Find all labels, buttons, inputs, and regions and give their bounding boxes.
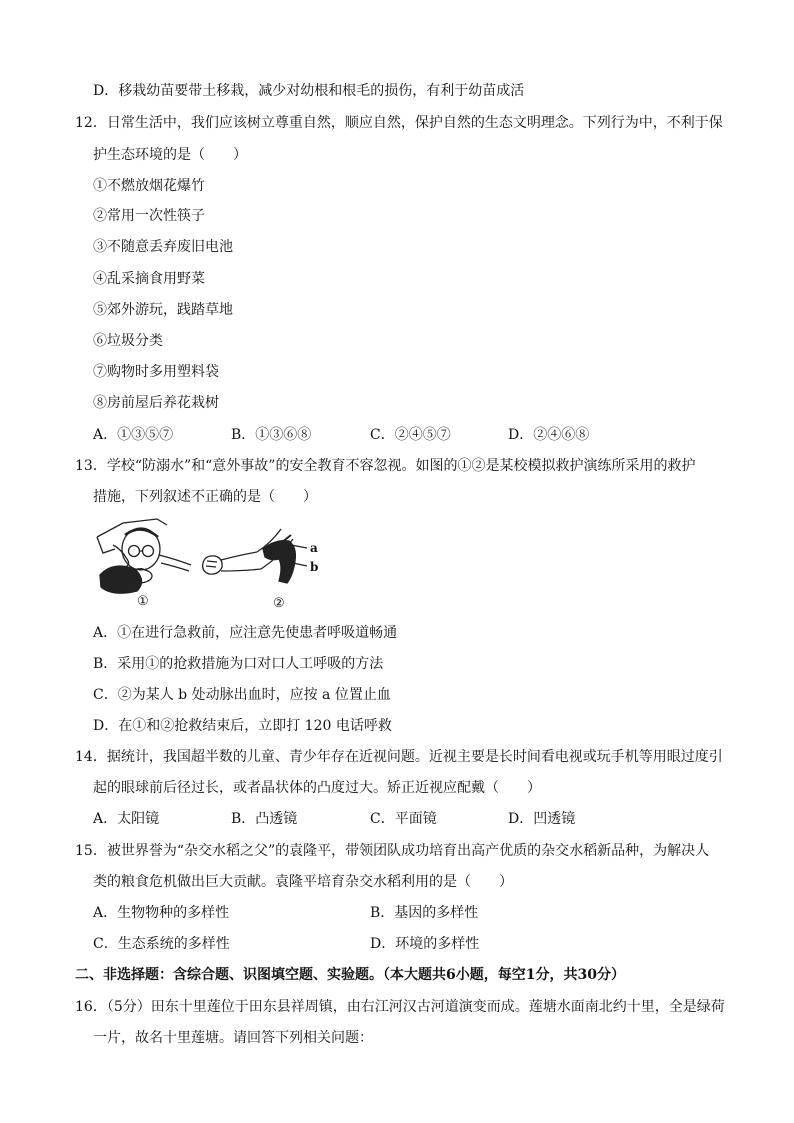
q12-item-4: ④乱采摘食用野菜	[93, 271, 205, 287]
q13-option-b: B．采用①的抢救措施为口对口人工呼吸的方法	[93, 656, 384, 672]
q14-option-d: D．凹透镜	[508, 811, 576, 827]
figure2-rescuer-hand	[263, 541, 295, 583]
q14-option-a: A．太阳镜	[93, 811, 160, 827]
q15-option-b: B．基因的多样性	[370, 905, 479, 921]
q12-option-d: D．②④⑥⑧	[508, 427, 590, 443]
q13-option-c: C．②为某人 b 处动脉出血时，应按 a 位置止血	[93, 687, 391, 703]
q15-option-c: C．生态系统的多样性	[93, 936, 230, 952]
figure2-pointer-b	[293, 563, 307, 566]
q15-stem-line1: 15．被世界誉为“杂交水稻之父”的袁隆平，带领团队成功培育出高产优质的杂交水稻新品种，为解决人	[75, 843, 710, 859]
figure2-mark-b: b	[310, 560, 319, 574]
q13-figure	[95, 515, 325, 612]
q12-item-7: ⑦购物时多用塑料袋	[93, 364, 219, 380]
q16-stem-line1: 16．（5分）田东十里莲位于田东县祥周镇，由右江河汉古河道演变而成。莲塘水面南北约十里，全是绿荷	[75, 999, 725, 1015]
figure1-rescuer-hand	[113, 545, 129, 567]
q13-stem-line1: 13．学校“防溺水”和“意外事故”的安全教育不容忽视。如图的①②是某校模拟救护演练所采用的救护	[75, 458, 696, 474]
q13-option-d: D．在①和②抢救结束后，立即打 120 电话呼救	[93, 718, 392, 734]
q13-stem-line2: 措施，下列叙述不正确的是（ ）	[93, 489, 317, 505]
figure1-rescue-breathing	[97, 519, 191, 593]
figure1-rescuer-shirt	[97, 537, 115, 553]
q15-option-a: A．生物物种的多样性	[93, 905, 230, 921]
q12-item-3: ③不随意丢弃废旧电池	[93, 239, 233, 255]
q12-option-b: B．①③⑥⑧	[231, 427, 312, 443]
section2-heading: 二、非选择题：含综合题、识图填空题、实验题。（本大题共6小题，每空1分，共30分）	[75, 967, 625, 983]
q12-option-c: C．②④⑤⑦	[370, 427, 451, 443]
figure2-mark-a: a	[310, 541, 318, 555]
q12-item-2: ②常用一次性筷子	[93, 208, 205, 224]
figure2-fist	[203, 556, 223, 574]
q12-item-5: ⑤郊外游玩，践踏草地	[93, 302, 233, 318]
q15-option-d: D．环境的多样性	[370, 936, 480, 952]
q13-option-a: A．①在进行急救前，应注意先使患者呼吸道畅通	[93, 625, 398, 641]
q14-stem-line2: 起的眼球前后径过长，或者晶状体的凸度过大。矫正近视应配戴（ ）	[93, 780, 541, 796]
figure2-fist-fingers	[206, 561, 217, 567]
figure2-label: ②	[273, 596, 285, 611]
figure2-forearm	[221, 552, 261, 571]
q12-stem-line2: 护生态环境的是（ ）	[93, 147, 247, 163]
figure1-glasses-left	[129, 546, 140, 557]
q11-option-d: D．移栽幼苗要带土移栽，减少对幼根和根毛的损伤，有利于幼苗成活	[93, 83, 525, 99]
q16-stem-line2: 一片，故名十里莲塘。请回答下列相关问题：	[93, 1030, 373, 1046]
figure1-glasses-right	[143, 546, 154, 557]
q12-option-a: A．①③⑤⑦	[93, 427, 174, 443]
figure1-rescuer-arm	[159, 555, 191, 571]
q12-item-1: ①不燃放烟花爆竹	[93, 178, 205, 194]
q14-stem-line1: 14．据统计，我国超半数的儿童、青少年存在近视问题。近视主要是长时间看电视或玩手机等用眼过度引	[75, 749, 723, 765]
q12-item-6: ⑥垃圾分类	[93, 333, 163, 349]
figure1-rescuer-hair	[125, 529, 158, 537]
figure1-label: ①	[137, 594, 149, 609]
figure2-arm-compression	[203, 529, 307, 583]
q15-stem-line2: 类的粮食危机做出巨大贡献。袁隆平培育杂交水稻利用的是（ ）	[93, 874, 513, 890]
q14-option-b: B．凸透镜	[231, 811, 298, 827]
q12-stem-line1: 12．日常生活中，我们应该树立尊重自然，顺应自然，保护自然的生态文明理念。下列行为中，不利于保	[75, 115, 723, 131]
q12-item-8: ⑧房前屋后养花栽树	[93, 395, 219, 411]
q14-option-c: C．平面镜	[370, 811, 437, 827]
